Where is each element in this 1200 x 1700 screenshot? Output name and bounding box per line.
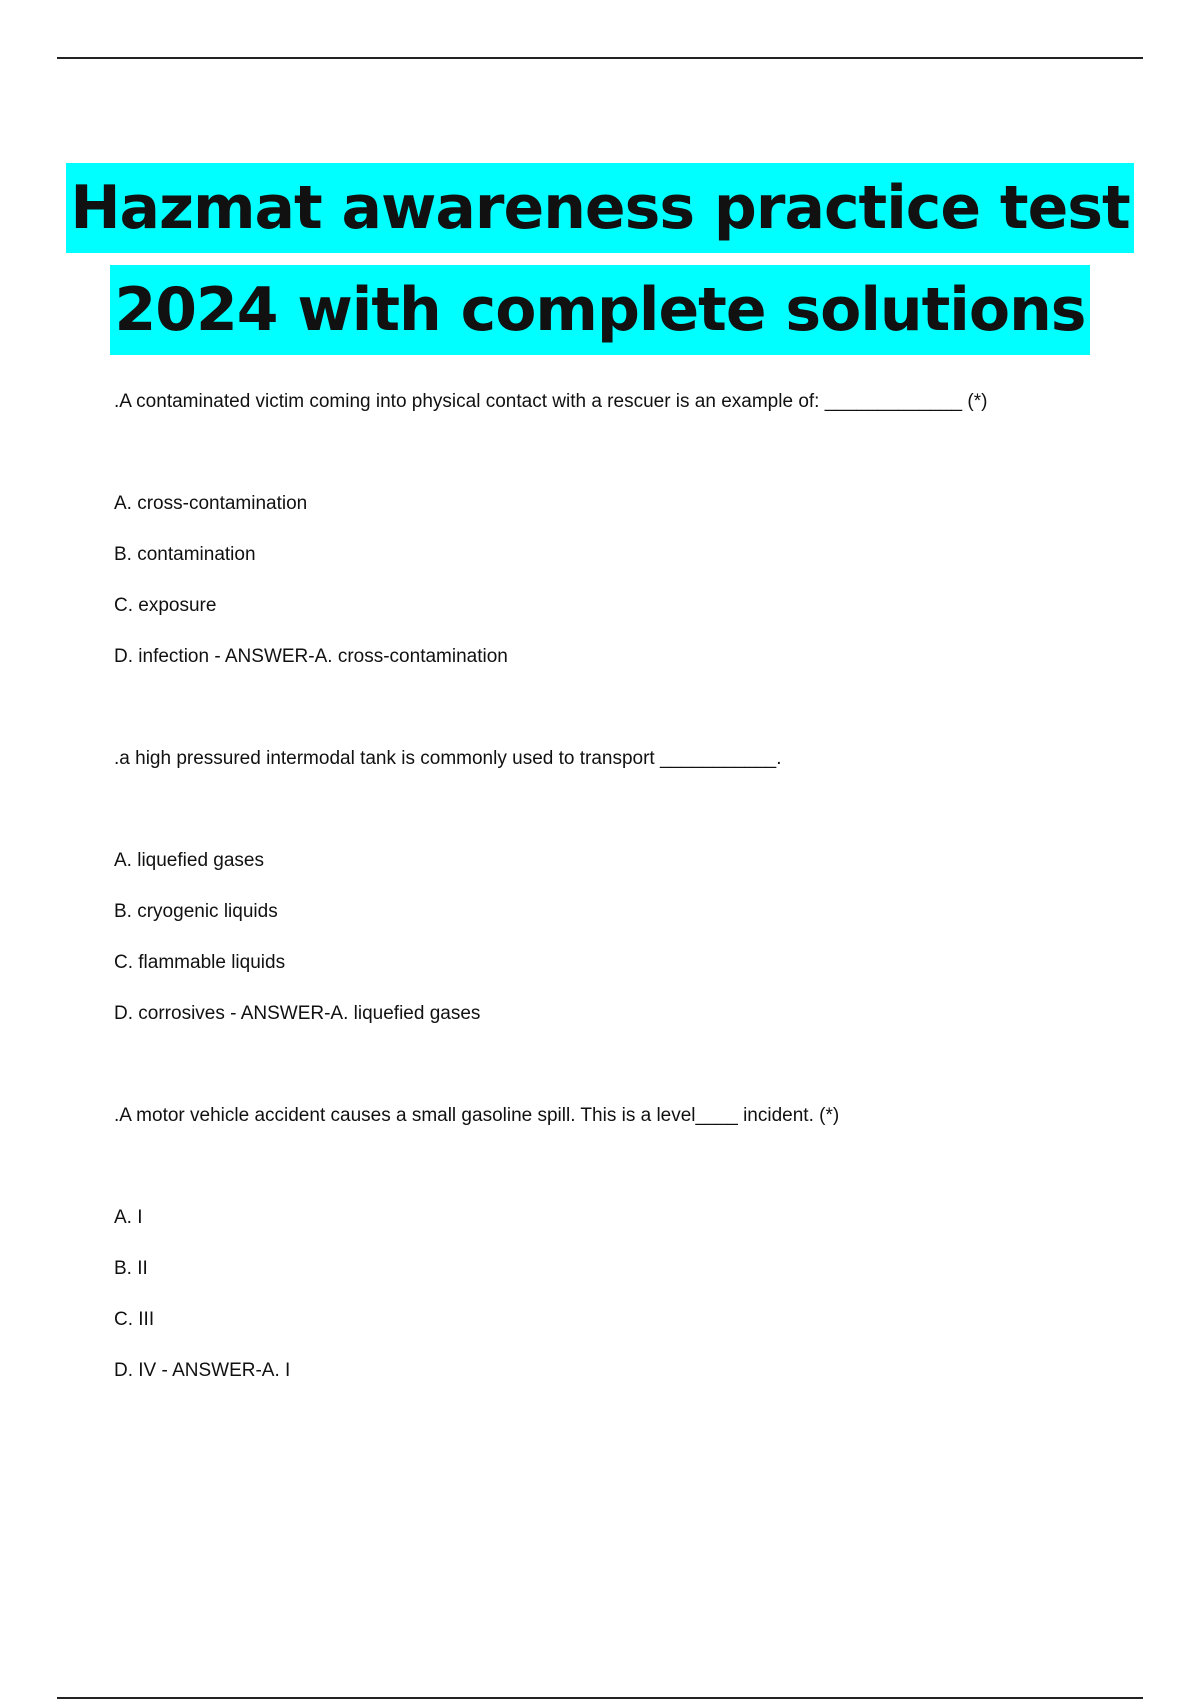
option-b: B. cryogenic liquids — [114, 901, 278, 922]
option-c: C. III — [114, 1309, 155, 1330]
option-a: A. cross-contamination — [114, 493, 308, 514]
option-b: B. II — [114, 1258, 148, 1279]
question-text: .A contaminated victim coming into physical contact with a rescuer is an example of: _____________ (*) — [114, 391, 988, 412]
option-c: C. flammable liquids — [114, 952, 286, 973]
question-text: .a high pressured intermodal tank is commonly used to transport ___________. — [114, 748, 782, 769]
option-list — [114, 847, 1144, 1028]
option-list — [114, 1204, 1144, 1385]
bottom-rule — [57, 1697, 1143, 1699]
document-title — [0, 163, 1200, 355]
top-rule — [57, 57, 1143, 59]
title-line-2: 2024 with complete solutions — [110, 265, 1089, 355]
option-b: B. contamination — [114, 544, 256, 565]
option-list — [114, 490, 1144, 671]
title-line-1: Hazmat awareness practice test — [66, 163, 1133, 253]
question-block — [114, 1102, 1144, 1385]
spacer — [114, 671, 1144, 745]
spacer — [114, 1028, 1144, 1102]
question-block — [114, 388, 1144, 671]
option-a: A. I — [114, 1207, 143, 1228]
option-d-with-answer: D. corrosives - ANSWER-A. liquefied gases — [114, 1003, 481, 1024]
option-d-with-answer: D. infection - ANSWER-A. cross-contamination — [114, 646, 508, 667]
option-d-with-answer: D. IV - ANSWER-A. I — [114, 1360, 291, 1381]
question-text: .A motor vehicle accident causes a small gasoline spill. This is a level____ incident. (*) — [114, 1105, 840, 1126]
option-a: A. liquefied gases — [114, 850, 264, 871]
question-list — [114, 388, 1144, 1385]
question-block — [114, 745, 1144, 1028]
option-c: C. exposure — [114, 595, 217, 616]
